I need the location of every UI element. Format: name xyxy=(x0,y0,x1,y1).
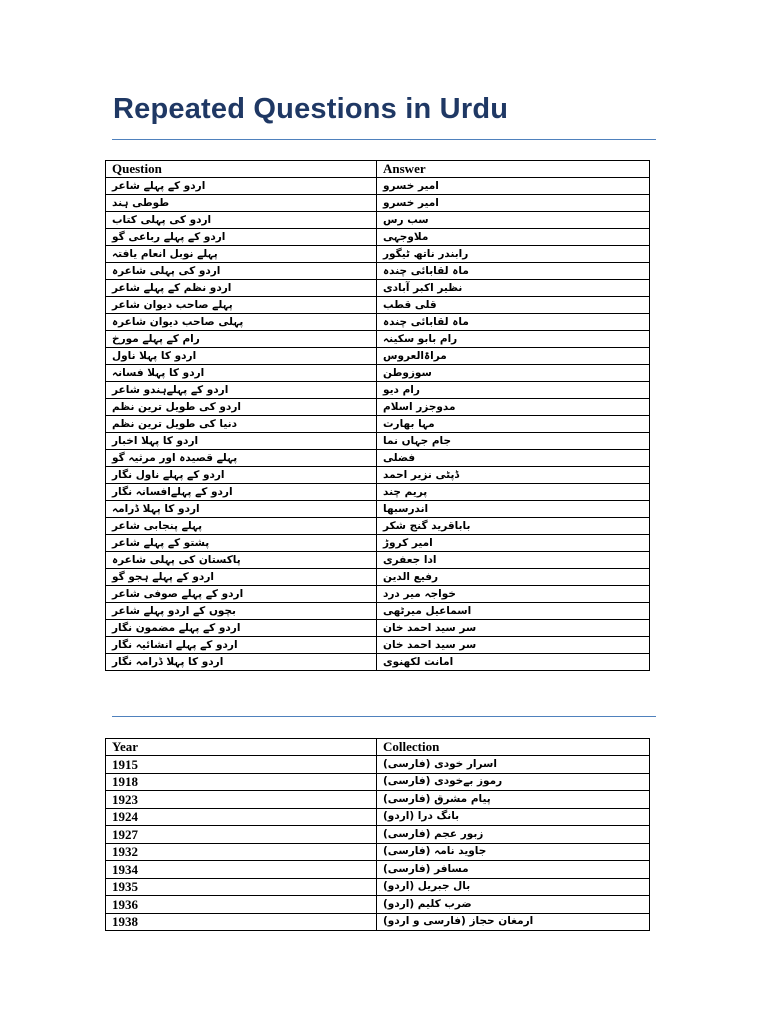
question-cell-text: رام کے پہلے مورخ xyxy=(112,332,200,345)
table-row xyxy=(106,433,650,450)
answer-cell-text: رابندر ناتھ ٹیگور xyxy=(383,247,469,260)
table-row xyxy=(106,843,650,861)
answer-cell-text: ماہ لقابائی چندہ xyxy=(383,315,469,328)
collection-cell-text: رموز بےخودی (فارسی) xyxy=(383,775,503,788)
table-row xyxy=(106,569,650,586)
answer-cell xyxy=(377,297,650,314)
year-cell-text: 1932 xyxy=(112,844,138,860)
answer-cell xyxy=(377,637,650,654)
question-cell xyxy=(106,263,377,280)
question-cell-text: اردو کا پہلا اخبار xyxy=(112,434,199,447)
question-cell xyxy=(106,586,377,603)
answer-cell xyxy=(377,569,650,586)
question-cell-text: پہلی صاحب دیوان شاعرہ xyxy=(112,315,244,328)
answer-cell xyxy=(377,603,650,620)
question-cell xyxy=(106,467,377,484)
question-cell xyxy=(106,484,377,501)
question-cell-text: اردو کے پہلے مضمون نگار xyxy=(112,621,241,634)
answer-cell-text: ادا جعفری xyxy=(383,553,437,566)
question-cell-text: پہلے صاحب دیوان شاعر xyxy=(112,298,233,311)
table-row xyxy=(106,382,650,399)
year-cell xyxy=(106,773,377,791)
year-header: Year xyxy=(106,739,377,756)
answer-cell-text: رام بابو سکینہ xyxy=(383,332,458,345)
collection-cell-text: زبور عجم (فارسی) xyxy=(383,827,484,840)
answer-cell-text: سر سید احمد خان xyxy=(383,621,477,634)
answer-cell xyxy=(377,552,650,569)
answer-cell xyxy=(377,263,650,280)
question-cell xyxy=(106,365,377,382)
collection-cell xyxy=(377,861,650,879)
answer-cell xyxy=(377,382,650,399)
question-cell xyxy=(106,382,377,399)
question-cell xyxy=(106,416,377,433)
table-row xyxy=(106,878,650,896)
answer-cell xyxy=(377,246,650,263)
question-cell xyxy=(106,280,377,297)
question-cell-text: پہلے پنجابی شاعر xyxy=(112,519,203,532)
title-underline xyxy=(112,139,656,140)
question-cell-text: اردو کے پہلے انشائیہ نگار xyxy=(112,638,238,651)
question-cell xyxy=(106,297,377,314)
table-row xyxy=(106,861,650,879)
collection-cell xyxy=(377,756,650,774)
answer-cell-text: سب رس xyxy=(383,213,429,226)
collection-cell-text: ضرب کلیم (اردو) xyxy=(383,897,472,910)
table-row xyxy=(106,365,650,382)
question-cell-text: اردو کے پہلےہندو شاعر xyxy=(112,383,229,396)
year-cell xyxy=(106,756,377,774)
collection-cell xyxy=(377,808,650,826)
table-row xyxy=(106,896,650,914)
year-cell-text: 1936 xyxy=(112,896,138,912)
collection-cell-text: بانگ درا (اردو) xyxy=(383,810,460,823)
section-divider xyxy=(112,716,656,717)
answer-cell-text: سر سید احمد خان xyxy=(383,638,477,651)
answer-cell xyxy=(377,450,650,467)
table-row xyxy=(106,399,650,416)
question-cell xyxy=(106,450,377,467)
question-cell-text: اردو کے پہلے صوفی شاعر xyxy=(112,587,244,600)
collection-cell xyxy=(377,791,650,809)
question-cell xyxy=(106,518,377,535)
answer-cell xyxy=(377,416,650,433)
year-cell xyxy=(106,808,377,826)
answer-cell xyxy=(377,365,650,382)
collection-cell-text: پیام مشرق (فارسی) xyxy=(383,792,491,805)
year-cell-text: 1924 xyxy=(112,809,138,825)
answer-cell-text: مہا بھارت xyxy=(383,417,435,430)
answer-cell xyxy=(377,399,650,416)
table-row xyxy=(106,791,650,809)
page-title: Repeated Questions in Urdu xyxy=(113,93,509,125)
table-row xyxy=(106,654,650,671)
year-cell-text: 1915 xyxy=(112,756,138,772)
table-row xyxy=(106,280,650,297)
table-row xyxy=(106,913,650,931)
collection-cell-text: جاوید نامہ (فارسی) xyxy=(383,845,487,858)
answer-cell-text: سوزوطن xyxy=(383,366,432,379)
table-row xyxy=(106,808,650,826)
collection-cell xyxy=(377,896,650,914)
answer-cell xyxy=(377,484,650,501)
question-cell-text: بچوں کے اردو پہلے شاعر xyxy=(112,604,237,617)
question-cell-text: اردو کے پہلے ناول نگار xyxy=(112,468,225,481)
year-cell xyxy=(106,896,377,914)
answer-cell xyxy=(377,620,650,637)
year-cell-text: 1934 xyxy=(112,861,138,877)
collections-table xyxy=(105,738,650,931)
question-cell-text: اردو کے پہلےافسانہ نگار xyxy=(112,485,233,498)
question-header: Question xyxy=(106,161,377,178)
question-cell xyxy=(106,637,377,654)
table-row xyxy=(106,620,650,637)
table-row xyxy=(106,178,650,195)
year-cell xyxy=(106,843,377,861)
question-cell-text: طوطی ہند xyxy=(112,196,170,209)
answer-cell-text: مراۃالعروس xyxy=(383,349,447,362)
answer-cell xyxy=(377,518,650,535)
question-cell xyxy=(106,178,377,195)
question-cell-text: پاکستان کی پہلی شاعرہ xyxy=(112,553,241,566)
answer-cell-text: امیر خسرو xyxy=(383,179,439,192)
table-row xyxy=(106,637,650,654)
answer-cell-text: امیر کروڑ xyxy=(383,536,433,549)
year-cell xyxy=(106,861,377,879)
answer-cell-text: پریم چند xyxy=(383,485,428,498)
table-row xyxy=(106,195,650,212)
question-cell-text: پہلے قصیدہ اور مرثیہ گو xyxy=(112,451,238,464)
table-row xyxy=(106,263,650,280)
answer-cell xyxy=(377,229,650,246)
answer-cell-text: رام دیو xyxy=(383,383,420,396)
answer-cell-text: خواجہ میر درد xyxy=(383,587,456,600)
table-row xyxy=(106,246,650,263)
answer-cell-text: اسماعیل میرٹھی xyxy=(383,604,472,617)
table-row xyxy=(106,552,650,569)
year-cell-text: 1923 xyxy=(112,791,138,807)
question-cell-text: اردو کے پہلے ہجو گو xyxy=(112,570,214,583)
question-cell xyxy=(106,654,377,671)
table-row xyxy=(106,450,650,467)
question-cell xyxy=(106,314,377,331)
table-header-row xyxy=(106,161,650,178)
collection-cell xyxy=(377,843,650,861)
collection-cell xyxy=(377,773,650,791)
questions-table xyxy=(105,160,650,671)
table-row xyxy=(106,603,650,620)
answer-cell-text: ماہ لقابائی چندہ xyxy=(383,264,469,277)
answer-cell-text: ڈپٹی نزیر احمد xyxy=(383,468,460,481)
year-cell xyxy=(106,878,377,896)
answer-header: Answer xyxy=(377,161,650,178)
question-cell xyxy=(106,195,377,212)
answer-cell-text: ملاوجہی xyxy=(383,230,429,243)
table-row xyxy=(106,229,650,246)
question-cell xyxy=(106,348,377,365)
question-cell xyxy=(106,620,377,637)
table-row xyxy=(106,773,650,791)
question-cell xyxy=(106,246,377,263)
table-row xyxy=(106,535,650,552)
answer-cell xyxy=(377,280,650,297)
year-cell xyxy=(106,826,377,844)
answer-cell xyxy=(377,195,650,212)
question-cell xyxy=(106,603,377,620)
question-cell xyxy=(106,535,377,552)
question-cell-text: اردو کی پہلی کتاب xyxy=(112,213,212,226)
question-cell xyxy=(106,399,377,416)
answer-cell-text: باباقرید گنج شکر xyxy=(383,519,471,532)
question-cell-text: اردو کی پہلی شاعرہ xyxy=(112,264,221,277)
answer-cell xyxy=(377,501,650,518)
answer-cell-text: جام جہاں نما xyxy=(383,434,452,447)
answer-cell-text: قلی قطب xyxy=(383,298,437,311)
table-header-row xyxy=(106,739,650,756)
collection-cell xyxy=(377,913,650,931)
year-cell-text: 1938 xyxy=(112,914,138,930)
answer-cell xyxy=(377,178,650,195)
table-row xyxy=(106,501,650,518)
collection-cell-text: اسرار خودی (فارسی) xyxy=(383,757,497,770)
answer-cell xyxy=(377,433,650,450)
table-row xyxy=(106,212,650,229)
answer-cell xyxy=(377,314,650,331)
year-cell-text: 1918 xyxy=(112,774,138,790)
collection-cell-text: مسافر (فارسی) xyxy=(383,862,469,875)
answer-cell-text: فضلی xyxy=(383,451,416,464)
table-row xyxy=(106,416,650,433)
answer-cell-text: امانت لکھنوی xyxy=(383,655,454,668)
collection-cell xyxy=(377,826,650,844)
table-row xyxy=(106,586,650,603)
table-row xyxy=(106,297,650,314)
table-row xyxy=(106,467,650,484)
question-cell-text: پشتو کے پہلے شاعر xyxy=(112,536,210,549)
table-row xyxy=(106,826,650,844)
answer-cell xyxy=(377,467,650,484)
question-cell xyxy=(106,569,377,586)
question-cell xyxy=(106,552,377,569)
answer-cell xyxy=(377,654,650,671)
answer-cell-text: امیر خسرو xyxy=(383,196,439,209)
question-cell-text: اردو کا پہلا ڈرامہ نگار xyxy=(112,655,224,668)
collection-header: Collection xyxy=(377,739,650,756)
question-cell-text: اردو کا پہلا ڈرامہ xyxy=(112,502,200,515)
collection-cell-text: ارمغان حجاز (فارسی و اردو) xyxy=(383,915,534,928)
answer-cell xyxy=(377,535,650,552)
answer-cell xyxy=(377,212,650,229)
question-cell xyxy=(106,331,377,348)
answer-cell-text: مدوجزر اسلام xyxy=(383,400,456,413)
answer-cell-text: نظیر اکبر آبادی xyxy=(383,281,463,294)
question-cell-text: اردو نظم کے پہلے شاعر xyxy=(112,281,232,294)
collection-cell xyxy=(377,878,650,896)
table-row xyxy=(106,484,650,501)
question-cell xyxy=(106,433,377,450)
answer-cell xyxy=(377,331,650,348)
question-cell xyxy=(106,212,377,229)
table-row xyxy=(106,756,650,774)
question-cell-text: اردو کا پہلا فسانہ xyxy=(112,366,205,379)
year-cell-text: 1935 xyxy=(112,879,138,895)
question-cell-text: اردو کے پہلے شاعر xyxy=(112,179,206,192)
table-row xyxy=(106,518,650,535)
answer-cell xyxy=(377,586,650,603)
table-row xyxy=(106,331,650,348)
year-cell xyxy=(106,913,377,931)
question-cell-text: پہلے نوبل انعام یافتہ xyxy=(112,247,218,260)
question-cell-text: اردو کے پہلے رباعی گو xyxy=(112,230,226,243)
question-cell-text: دنیا کی طویل ترین نظم xyxy=(112,417,237,430)
year-cell xyxy=(106,791,377,809)
question-cell-text: اردو کا پہلا ناول xyxy=(112,349,197,362)
question-cell-text: اردو کی طویل ترین نظم xyxy=(112,400,241,413)
question-cell xyxy=(106,501,377,518)
question-cell xyxy=(106,229,377,246)
year-cell-text: 1927 xyxy=(112,826,138,842)
collection-cell-text: بال جبریل (اردو) xyxy=(383,880,471,893)
table-row xyxy=(106,348,650,365)
answer-cell xyxy=(377,348,650,365)
table-row xyxy=(106,314,650,331)
answer-cell-text: اندرسبھا xyxy=(383,502,429,515)
answer-cell-text: رفیع الدین xyxy=(383,570,439,583)
